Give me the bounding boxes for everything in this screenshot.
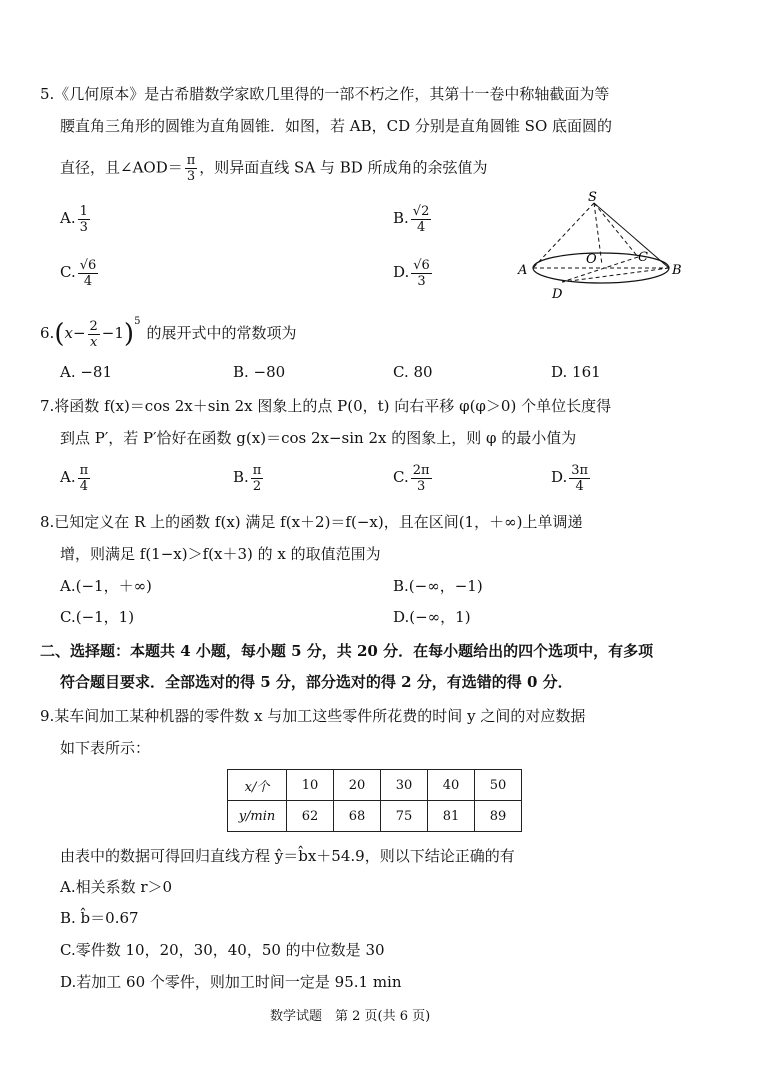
label-O: O <box>586 252 597 267</box>
label-A: A <box>518 263 528 278</box>
table-cell: 10 <box>287 770 334 801</box>
q5-frac: $\frac{\pi}{3}$ <box>186 153 196 184</box>
section2-line2: 符合题目要求．全部选对的得 5 分，部分选对的得 2 分，有选错的得 0 分． <box>60 673 573 691</box>
q9-line1: 9.某车间加工某种机器的零件数 x 与加工这些零件所花费的时间 y 之间的对应数据 <box>40 707 586 725</box>
table-row <box>228 801 522 832</box>
page-footer: 数学试题 第 2 页(共 6 页) <box>270 1009 431 1024</box>
q9-data-table-wrap <box>227 769 522 832</box>
edge-SB <box>594 203 669 268</box>
table-row <box>228 770 522 801</box>
section2-line1: 二、选择题：本题共 4 小题，每小题 5 分，共 20 分．在每小题给出的四个选项中，有多项 <box>40 642 654 660</box>
q7-option-a: A. $\frac{\pi}{4}$ <box>60 462 89 494</box>
table-cell: 62 <box>287 801 334 832</box>
q7-line2: 到点 P′，若 P′恰好在函数 g(x)＝cos 2x−sin 2x 的图象上，则 φ 的最小值为 <box>60 429 577 447</box>
table-row-head: x/个 <box>228 770 287 801</box>
table-cell: 20 <box>334 770 381 801</box>
q8-option-c: C.(−1，1) <box>60 608 135 626</box>
table-row-head: y/min <box>228 801 287 832</box>
q5-line2: 腰直角三角形的圆锥为直角圆锥．如图，若 AB，CD 分别是直角圆锥 SO 底面圆的 <box>60 117 613 135</box>
q7-line1: 7.将函数 f(x)＝cos 2x＋sin 2x 图象上的点 P(0，t) 向右平移 φ(φ＞0) 个单位长度得 <box>40 397 612 415</box>
q7-option-b: B. $\frac{\pi}{2}$ <box>233 462 262 494</box>
q7-option-c: C. $\frac{2\pi}{3}$ <box>393 462 430 494</box>
chord-BD <box>562 268 669 282</box>
table-cell: 50 <box>475 770 522 801</box>
cone-figure <box>510 190 690 305</box>
q8-option-b: B.(−∞，−1) <box>393 577 483 595</box>
q6-option-d: D. 161 <box>551 363 601 381</box>
q5-option-a: A. $\frac{1}{3}$ <box>60 203 88 235</box>
label-S: S <box>588 190 597 205</box>
q8-line1: 8.已知定义在 R 上的函数 f(x) 满足 f(x＋2)＝f(−x)，且在区间(1，＋∞)上单调递 <box>40 513 583 531</box>
table-cell: 30 <box>381 770 428 801</box>
q9-option-c: C.零件数 10，20，30，40，50 的中位数是 30 <box>60 941 385 959</box>
q9-option-a: A.相关系数 r＞0 <box>60 878 173 896</box>
label-B: B <box>672 263 682 278</box>
q5-line3-post: ，则异面直线 SA 与 BD 所成角的余弦值为 <box>199 158 488 177</box>
table-cell: 68 <box>334 801 381 832</box>
q5-option-d: D. $\frac{√6}{3}$ <box>393 257 430 289</box>
q9-option-d: D.若加工 60 个零件，则加工时间一定是 95.1 min <box>60 973 402 991</box>
table-cell: 40 <box>428 770 475 801</box>
q5-option-b: B. $\frac{√2}{4}$ <box>393 203 430 235</box>
q6-stem: 6.(x− $\frac{2}{x}$ −1)$^5$的展开式中的常数项为 <box>40 316 297 350</box>
q9-option-b: B. b̂＝0.67 <box>60 909 139 927</box>
q5-line3 <box>60 153 488 184</box>
table-cell: 75 <box>381 801 428 832</box>
q5-line3-pre: 直径，且∠AOD＝ <box>60 158 183 177</box>
q9-line2: 如下表所示： <box>60 739 151 757</box>
q5-option-c: C. $\frac{√6}{4}$ <box>60 257 97 289</box>
q9-line3: 由表中的数据可得回归直线方程 ŷ＝b̂x＋54.9，则以下结论正确的有 <box>60 847 515 865</box>
q8-option-a: A.(−1，＋∞) <box>60 577 152 595</box>
edge-SC <box>594 203 638 257</box>
edge-SA <box>533 203 594 268</box>
q7-option-d: D. $\frac{3\pi}{4}$ <box>551 462 589 494</box>
q6-option-b: B. −80 <box>233 363 286 381</box>
q5-line1: 5.《几何原本》是古希腊数学家欧几里得的一部不朽之作，其第十一卷中称轴截面为等 <box>40 85 610 103</box>
q6-option-a: A. −81 <box>60 363 113 381</box>
q8-line2: 增，则满足 f(1−x)＞f(x＋3) 的 x 的取值范围为 <box>60 545 381 563</box>
label-D: D <box>552 287 563 302</box>
diameter-CD <box>562 257 638 282</box>
table-cell: 89 <box>475 801 522 832</box>
q6-option-c: C. 80 <box>393 363 433 381</box>
table-cell: 81 <box>428 801 475 832</box>
q9-data-table <box>227 769 522 832</box>
label-C: C <box>638 250 648 265</box>
q8-option-d: D.(−∞，1) <box>393 608 471 626</box>
